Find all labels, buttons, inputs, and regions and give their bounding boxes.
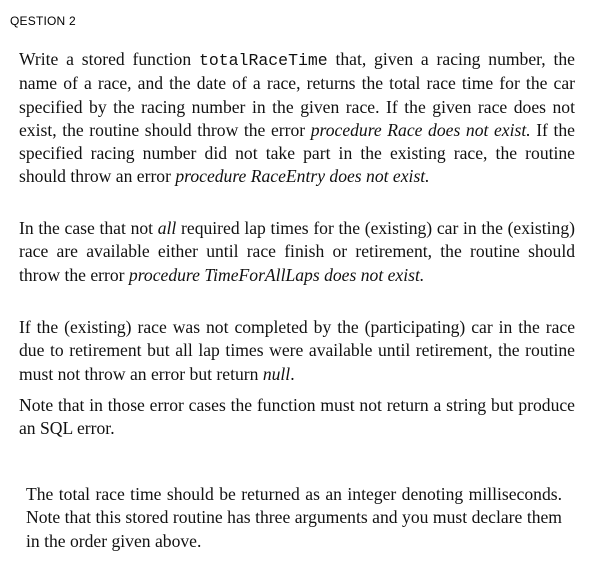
p3-text-2: . — [290, 363, 295, 384]
paragraph-lap-times — [19, 217, 575, 287]
paragraph-retirement — [19, 316, 575, 386]
paragraph-sql-error-note: Note that in those error cases the function must not return a string but produce an SQL error. — [19, 395, 575, 439]
p1-text-1: Write a stored function — [19, 49, 199, 69]
p2-text-1: In the case that not — [19, 218, 158, 238]
return-null: null — [262, 363, 291, 384]
question-heading: QESTION 2 — [10, 14, 76, 28]
paragraph-return-type: The total race time should be returned as an integer denoting milliseconds. Note that this stored routine has three arguments and you must declare them in the order given above. — [26, 484, 562, 551]
function-name: totalRaceTime — [198, 51, 328, 70]
paragraph-function-spec — [19, 48, 575, 189]
error-race-not-exist: procedure Race does not exist. — [310, 119, 531, 140]
error-raceentry-not-exist: procedure RaceEntry does not exist. — [175, 166, 430, 187]
error-timeforalllaps-not-exist: procedure TimeForAllLaps does not exist. — [128, 264, 425, 285]
p3-text-1: If the (existing) race was not completed by the (participating) car in the race due to retirement but all lap times were available until retirement, the routine must not throw an error but return — [19, 317, 575, 384]
p2-text-2: required lap times for the (existing) car in the (existing) race are available either until race finish or retirement, the routine should throw the error — [19, 218, 575, 285]
p1-text-2: that, given a racing number, the name of a race, and the date of a race, returns the total race time for the car specified by the racing number in the given race. If the given race does not exist, the routine should throw the error — [19, 49, 575, 140]
emphasis-all: all — [157, 218, 177, 238]
p1-text-3: If the specified racing number did not take part in the existing race, the routine should throw an error — [19, 119, 575, 187]
